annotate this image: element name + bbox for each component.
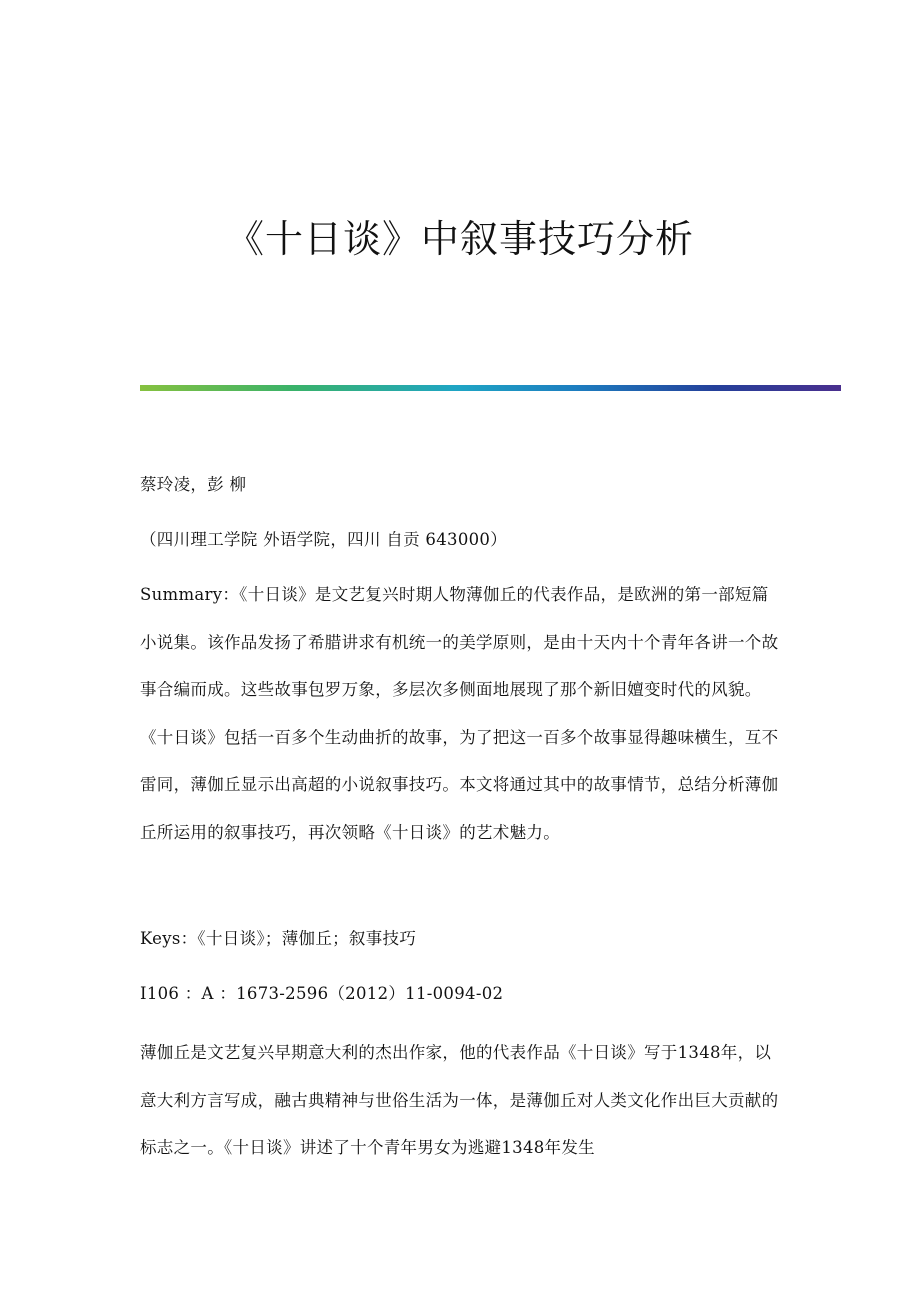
authors-line: 蔡玲凌，彭 柳 (140, 475, 247, 494)
classification-line: I106 ：A ：1673-2596（2012）11-0094-02 (140, 984, 504, 1003)
title-divider (140, 385, 841, 391)
intro-paragraph: 薄伽丘是文艺复兴早期意大利的杰出作家，他的代表作品《十日谈》写于1348年，以意大利方言写成，融古典精神与世俗生活为一体，是薄伽丘对人类文化作出巨大贡献的标志之一。《十日谈》讲述了十个青年男女为逃避1348年发生 (140, 1043, 779, 1158)
page-title: 《十日谈》中叙事技巧分析 (225, 217, 694, 261)
keywords-line: Keys：《十日谈》；薄伽丘；叙事技巧 (140, 929, 417, 948)
affiliation-line: （四川理工学院 外语学院，四川 自贡 643000） (140, 530, 508, 549)
summary-paragraph: Summary：《十日谈》是文艺复兴时期人物薄伽丘的代表作品，是欧洲的第一部短篇小说集。该作品发扬了希腊讲求有机统一的美学原则，是由十天内十个青年各讲一个故事合编而成。这些故事包罗万象，多层次多侧面地展现了那个新旧嬗变时代的风貌。《十日谈》包括一百多个生动曲折的故事，为了把这一百多个故事显得趣味横生，互不雷同，薄伽丘显示出高超的小说叙事技巧。本文将通过其中的故事情节，总结分析薄伽丘所运用的叙事技巧，再次领略《十日谈》的艺术魅力。 (140, 585, 779, 842)
